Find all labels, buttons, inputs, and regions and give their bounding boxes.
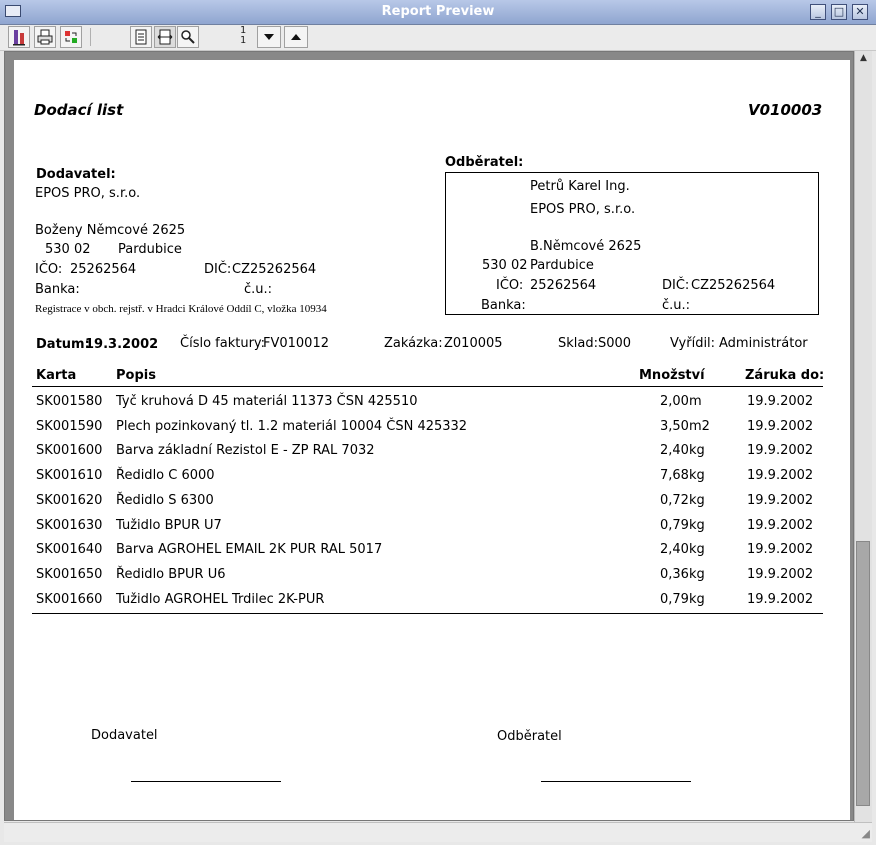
row-card: SK001610 <box>36 468 103 484</box>
customer-dic: CZ25262564 <box>691 278 776 293</box>
row-card: SK001620 <box>36 492 103 508</box>
row-warranty: 19.9.2002 <box>747 394 814 409</box>
row-card: SK001630 <box>36 517 103 533</box>
supplier-account-label: č.u.: <box>244 282 273 297</box>
customer-dic-label: DIČ: <box>662 278 690 293</box>
customer-heading: Odběratel: <box>445 155 524 170</box>
invoice-value: FV010012 <box>263 336 329 351</box>
row-warranty: 19.9.2002 <box>747 492 814 508</box>
row-quantity: 0,79 <box>660 517 689 533</box>
row-unit: kg <box>689 591 705 607</box>
table-footer-divider <box>32 613 823 614</box>
minimize-button[interactable]: _ <box>810 4 826 20</box>
next-page-button[interactable] <box>257 26 281 48</box>
toolbar-separator <box>90 28 91 46</box>
scroll-up-icon[interactable]: ▲ <box>860 53 867 63</box>
row-quantity: 0,79 <box>660 591 689 607</box>
table-row <box>14 394 850 418</box>
row-card: SK001600 <box>36 443 103 459</box>
row-unit: m <box>689 394 702 409</box>
document-title: Dodací list <box>34 101 124 119</box>
close-button[interactable]: ✕ <box>852 4 868 20</box>
warehouse-label: Sklad: <box>558 336 598 351</box>
print-icon[interactable] <box>34 26 56 48</box>
supplier-dic: CZ25262564 <box>232 262 317 277</box>
date-value: 19.3.2002 <box>85 337 159 352</box>
row-card: SK001590 <box>36 418 103 434</box>
row-description: Barva základní Rezistol E - ZP RAL 7032 <box>116 443 375 459</box>
report-page <box>14 60 850 821</box>
vertical-scrollbar[interactable] <box>854 51 872 822</box>
row-description: Ředidlo S 6300 <box>116 492 214 508</box>
scroll-thumb[interactable] <box>856 541 870 806</box>
row-description: Tyč kruhová D 45 materiál 11373 ČSN 425510 <box>116 394 418 409</box>
row-unit: kg <box>689 443 705 459</box>
customer-contact: Petrů Karel Ing. <box>530 179 630 194</box>
status-bar <box>4 822 872 842</box>
order-label: Zakázka: <box>384 336 443 351</box>
row-quantity: 2,40 <box>660 542 689 558</box>
date-label: Datum: <box>36 337 90 352</box>
table-row <box>14 567 850 591</box>
customer-street: B.Němcové 2625 <box>530 239 642 254</box>
row-unit: kg <box>689 542 705 558</box>
row-unit: kg <box>689 566 705 582</box>
printer-setup-icon[interactable] <box>60 26 82 48</box>
window-title: Report Preview <box>381 4 495 19</box>
column-header-quantity: Množství <box>639 368 705 383</box>
row-warranty: 19.9.2002 <box>747 517 814 533</box>
row-warranty: 19.9.2002 <box>747 443 814 459</box>
arrow-up-icon <box>290 33 302 41</box>
customer-city: Pardubice <box>530 258 594 273</box>
row-quantity: 3,50 <box>660 418 689 434</box>
document-number: V010003 <box>748 101 823 119</box>
row-unit: kg <box>689 517 705 533</box>
table-row <box>14 592 850 616</box>
warehouse-value: S000 <box>598 336 632 351</box>
table-row <box>14 542 850 566</box>
column-header-card: Karta <box>36 368 77 383</box>
customer-signature-line <box>541 781 691 782</box>
supplier-bank-label: Banka: <box>35 282 80 297</box>
supplier-city: Pardubice <box>118 242 182 257</box>
row-description: Plech pozinkovaný tl. 1.2 materiál 10004 ČSN 425332 <box>116 418 468 434</box>
supplier-name: EPOS PRO, s.r.o. <box>35 186 141 201</box>
row-quantity: 0,36 <box>660 566 689 582</box>
row-warranty: 19.9.2002 <box>747 542 814 558</box>
row-unit: m2 <box>689 418 710 434</box>
row-warranty: 19.9.2002 <box>747 418 814 434</box>
row-warranty: 19.9.2002 <box>747 566 814 582</box>
current-page: 1 <box>239 25 247 36</box>
table-row <box>14 443 850 467</box>
row-description: Barva AGROHEL EMAIL 2K PUR RAL 5017 <box>116 542 383 558</box>
row-description: Tužidlo BPUR U7 <box>116 517 222 533</box>
row-description: Ředidlo BPUR U6 <box>116 566 226 582</box>
customer-name: EPOS PRO, s.r.o. <box>530 202 636 217</box>
supplier-signature-line <box>131 781 281 782</box>
column-header-warranty: Záruka do: <box>745 368 825 383</box>
customer-ico-label: IČO: <box>496 278 524 293</box>
export-icon[interactable] <box>8 26 30 48</box>
row-warranty: 19.9.2002 <box>747 591 814 607</box>
supplier-zip: 530 02 <box>45 242 91 257</box>
customer-bank-label: Banka: <box>481 298 526 313</box>
row-card: SK001640 <box>36 542 103 558</box>
supplier-heading: Dodavatel: <box>36 167 116 182</box>
whole-page-icon[interactable] <box>130 26 152 48</box>
row-quantity: 2,00 <box>660 394 689 409</box>
page-width-icon[interactable] <box>154 26 176 48</box>
customer-signature-label: Odběratel <box>497 729 562 744</box>
previous-page-button[interactable] <box>284 26 308 48</box>
supplier-ico-label: IČO: <box>35 262 63 277</box>
order-value: Z010005 <box>444 336 503 351</box>
table-header-divider <box>32 386 823 387</box>
row-unit: kg <box>689 492 705 508</box>
zoom-icon[interactable] <box>177 26 199 48</box>
handled-by-value: Administrátor <box>719 336 808 351</box>
row-card: SK001660 <box>36 591 103 607</box>
supplier-signature-label: Dodavatel <box>91 728 158 743</box>
row-card: SK001580 <box>36 394 103 409</box>
toolbar <box>0 25 876 51</box>
customer-zip: 530 02 <box>482 258 528 273</box>
invoice-label: Číslo faktury: <box>180 336 266 351</box>
maximize-button[interactable]: □ <box>831 4 847 20</box>
row-quantity: 7,68 <box>660 468 689 484</box>
row-card: SK001650 <box>36 566 103 582</box>
supplier-ico: 25262564 <box>70 262 137 277</box>
table-row <box>14 493 850 517</box>
row-unit: kg <box>689 468 705 484</box>
supplier-registration: Registrace v obch. rejstř. v Hradci Králové Oddíl C, vložka 10934 <box>35 303 327 315</box>
customer-ico: 25262564 <box>530 278 597 293</box>
preview-viewport[interactable] <box>4 51 854 821</box>
handled-by-label: Vyřídil: <box>670 336 716 351</box>
row-description: Tužidlo AGROHEL Trdilec 2K-PUR <box>116 591 325 607</box>
total-pages: 1 <box>239 35 247 46</box>
page-counter <box>236 26 250 46</box>
column-header-description: Popis <box>116 368 156 383</box>
row-warranty: 19.9.2002 <box>747 468 814 484</box>
table-row <box>14 468 850 492</box>
title-bar[interactable] <box>0 0 876 25</box>
arrow-down-icon <box>263 33 275 41</box>
customer-account-label: č.u.: <box>662 298 691 313</box>
supplier-dic-label: DIČ: <box>204 262 232 277</box>
resize-grip-icon[interactable]: ◢ <box>861 827 870 840</box>
row-description: Ředidlo C 6000 <box>116 468 215 484</box>
row-quantity: 0,72 <box>660 492 689 508</box>
supplier-street: Boženy Němcové 2625 <box>35 223 186 238</box>
table-row <box>14 419 850 443</box>
row-quantity: 2,40 <box>660 443 689 459</box>
table-row <box>14 518 850 542</box>
